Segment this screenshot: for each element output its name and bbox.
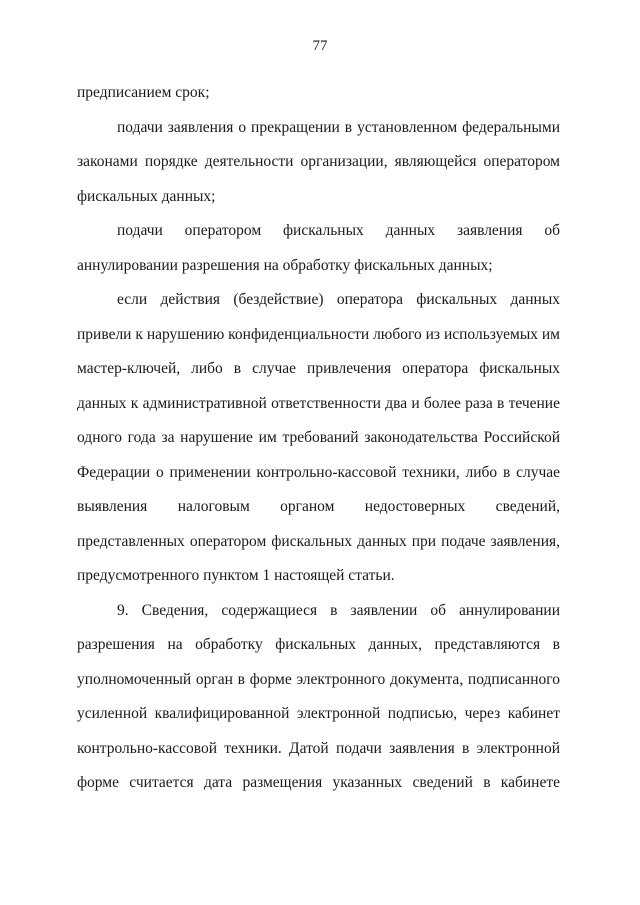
paragraph-item-9: 9. Сведения, содержащиеся в заявлении об аннулировании разрешения на обработку фискальных данных, представляются в уполномоченный орган в форме электронного документа, подписанного усиленной квалифицированной электронной подписью, через кабинет контрольно-кассовой техники. Датой подачи заявления в электронной форме считается дата размещения указанных сведений в кабинете	[77, 601, 560, 791]
document-body	[77, 76, 560, 801]
paragraph-continuation: предписанием срок;	[77, 84, 210, 101]
paragraph-termination-application: подачи заявления о прекращении в установленном федеральными законами порядке деятельности организации, являющейся оператором фискальных данных;	[77, 118, 560, 205]
page-number: 77	[312, 38, 328, 54]
paragraph-violation-conditions: если действия (бездействие) оператора фискальных данных привели к нарушению конфиденциальности любого из используемых им мастер-ключей, либо в случае привлечения оператора фискальных данных к административной ответственности два и более раза в течение одного года за нарушение им требований законодательства Российской Федерации о применении контрольно-кассовой техники, либо в случае выявления налоговым органом недостоверных сведений, представленных оператором фискальных данных при подаче заявления, предусмотренного пунктом 1 настоящей статьи.	[77, 291, 560, 584]
paragraph-annulment-application: подачи оператором фискальных данных заявления об аннулировании разрешения на обработку фискальных данных;	[77, 222, 560, 274]
